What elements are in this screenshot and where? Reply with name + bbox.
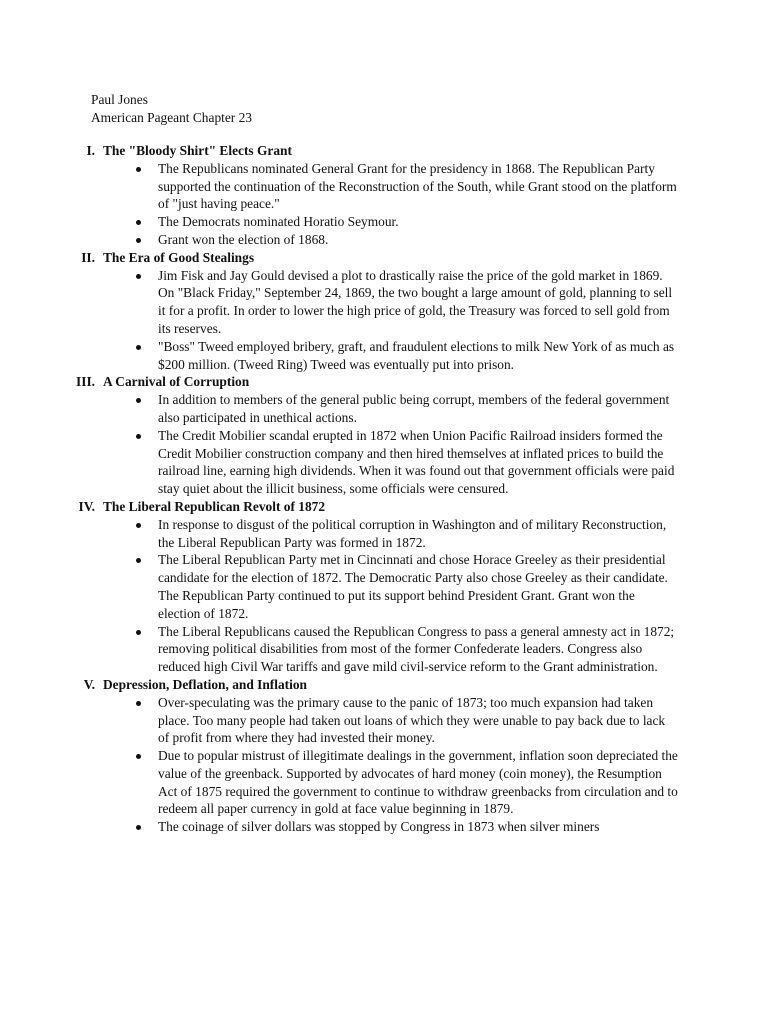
bullet-dot-icon [136,701,141,706]
section-heading [0,676,768,694]
bullet-text: The Democrats nominated Horatio Seymour. [158,214,399,230]
bullet-item [0,391,678,427]
bullet-item [0,213,678,231]
bullet-text: Jim Fisk and Jay Gould devised a plot to drastically raise the price of the gold market in 1869. On "Black Friday," September 24, 1869, the two bought a large amount of gold, planning to sell it for a profit. In order to lower the high price of gold, the Treasury was forced to sell gold from its reserves. [158,267,673,336]
section-heading [0,498,768,516]
section-title: A Carnival of Corruption [103,374,250,390]
outline-section [0,142,768,249]
bullet-item [0,747,678,818]
bullet-text: In response to disgust of the political corruption in Washington and of military Reconstruction, the Liberal Republican Party was formed in 1872. [158,516,667,550]
section-title: Depression, Deflation, and Inflation [103,676,307,692]
bullet-dot-icon [136,558,141,563]
bullet-text: "Boss" Tweed employed bribery, graft, and fraudulent elections to milk New York of as much as $200 million. (Tweed Ring) Tweed was eventually put into prison. [158,338,675,372]
bullet-item [0,551,678,622]
bullet-list [0,391,768,498]
section-heading [0,249,768,267]
bullet-list [0,267,768,374]
bullet-text: Due to popular mistrust of illegitimate dealings in the government, inflation soon depreciated the value of the greenback. Supported by advocates of hard money (coin money), the Resumption Act of 1875 required the government to continue to withdraw greenbacks from circulation and to redeem all paper currency in gold at face value beginning in 1879. [158,748,678,817]
bullet-list [0,694,768,836]
section-heading [0,373,768,391]
bullet-dot-icon [136,434,141,439]
section-heading [0,142,768,160]
document-header [91,91,252,127]
bullet-item [0,694,678,747]
bullet-text: Grant won the election of 1868. [158,231,329,247]
bullet-text: Over-speculating was the primary cause to the panic of 1873; too much expansion had taken place. Too many people had taken out loans of which they were unable to pay back due to lack of profit from where they had invested their money. [158,694,666,746]
section-numeral: III. [76,374,95,390]
bullet-text: The Republicans nominated General Grant for the presidency in 1868. The Republican Party supported the continuation of the Reconstruction of the South, while Grant stood on the platform of "just having peace." [158,160,677,212]
bullet-item [0,623,678,676]
bullet-dot-icon [136,630,141,635]
bullet-dot-icon [136,754,141,759]
author-name: Paul Jones [91,92,148,107]
section-title: The "Bloody Shirt" Elects Grant [103,143,292,158]
outline-section [0,498,768,676]
outline [0,142,768,836]
bullet-item [0,338,678,374]
bullet-item [0,427,678,498]
bullet-text: The Liberal Republican Party met in Cincinnati and chose Horace Greeley as their presidential candidate for the election of 1872. The Democratic Party also chose Greeley as their candidate. The Republican Party continued to put its support behind President Grant. Grant won the election of 1872. [158,552,668,621]
bullet-list [0,516,768,676]
section-numeral: IV. [78,498,95,514]
outline-section [0,676,768,836]
document-title: American Pageant Chapter 23 [91,109,253,125]
section-title: The Era of Good Stealings [103,249,255,265]
bullet-item [0,231,678,249]
section-numeral: I. [86,143,95,158]
bullet-dot-icon [136,220,141,225]
bullet-dot-icon [136,825,141,830]
bullet-dot-icon [136,398,141,403]
bullet-list [0,160,768,249]
bullet-item [0,267,678,338]
section-title: The Liberal Republican Revolt of 1872 [103,498,326,514]
bullet-item [0,516,678,552]
bullet-text: The Liberal Republicans caused the Republican Congress to pass a general amnesty act in 1872; removing political disabilities from most of the former Confederate leaders. Congress also reduced high Civil War tariffs and gave mild civil-service reform to the Grant administration. [158,623,675,675]
bullet-text: In addition to members of the general public being corrupt, members of the federal government also participated in unethical actions. [158,392,670,425]
bullet-dot-icon [136,238,141,243]
outline-section [0,249,768,374]
section-numeral: II. [81,249,95,265]
bullet-text: The coinage of silver dollars was stopped by Congress in 1873 when silver miners [158,819,600,835]
bullet-text: The Credit Mobilier scandal erupted in 1872 when Union Pacific Railroad insiders formed the Credit Mobilier construction company and then hired themselves at inflated prices to build the railroad line, earning high dividends. When it was found out that government officials were paid stay quiet about the illicit business, some officials were censured. [158,427,675,497]
outline-section [0,373,768,498]
bullet-dot-icon [136,523,141,528]
bullet-dot-icon [136,167,141,172]
bullet-dot-icon [136,345,141,350]
bullet-dot-icon [136,274,141,279]
section-numeral: V. [83,676,95,692]
bullet-item [0,818,678,836]
bullet-item [0,160,678,213]
